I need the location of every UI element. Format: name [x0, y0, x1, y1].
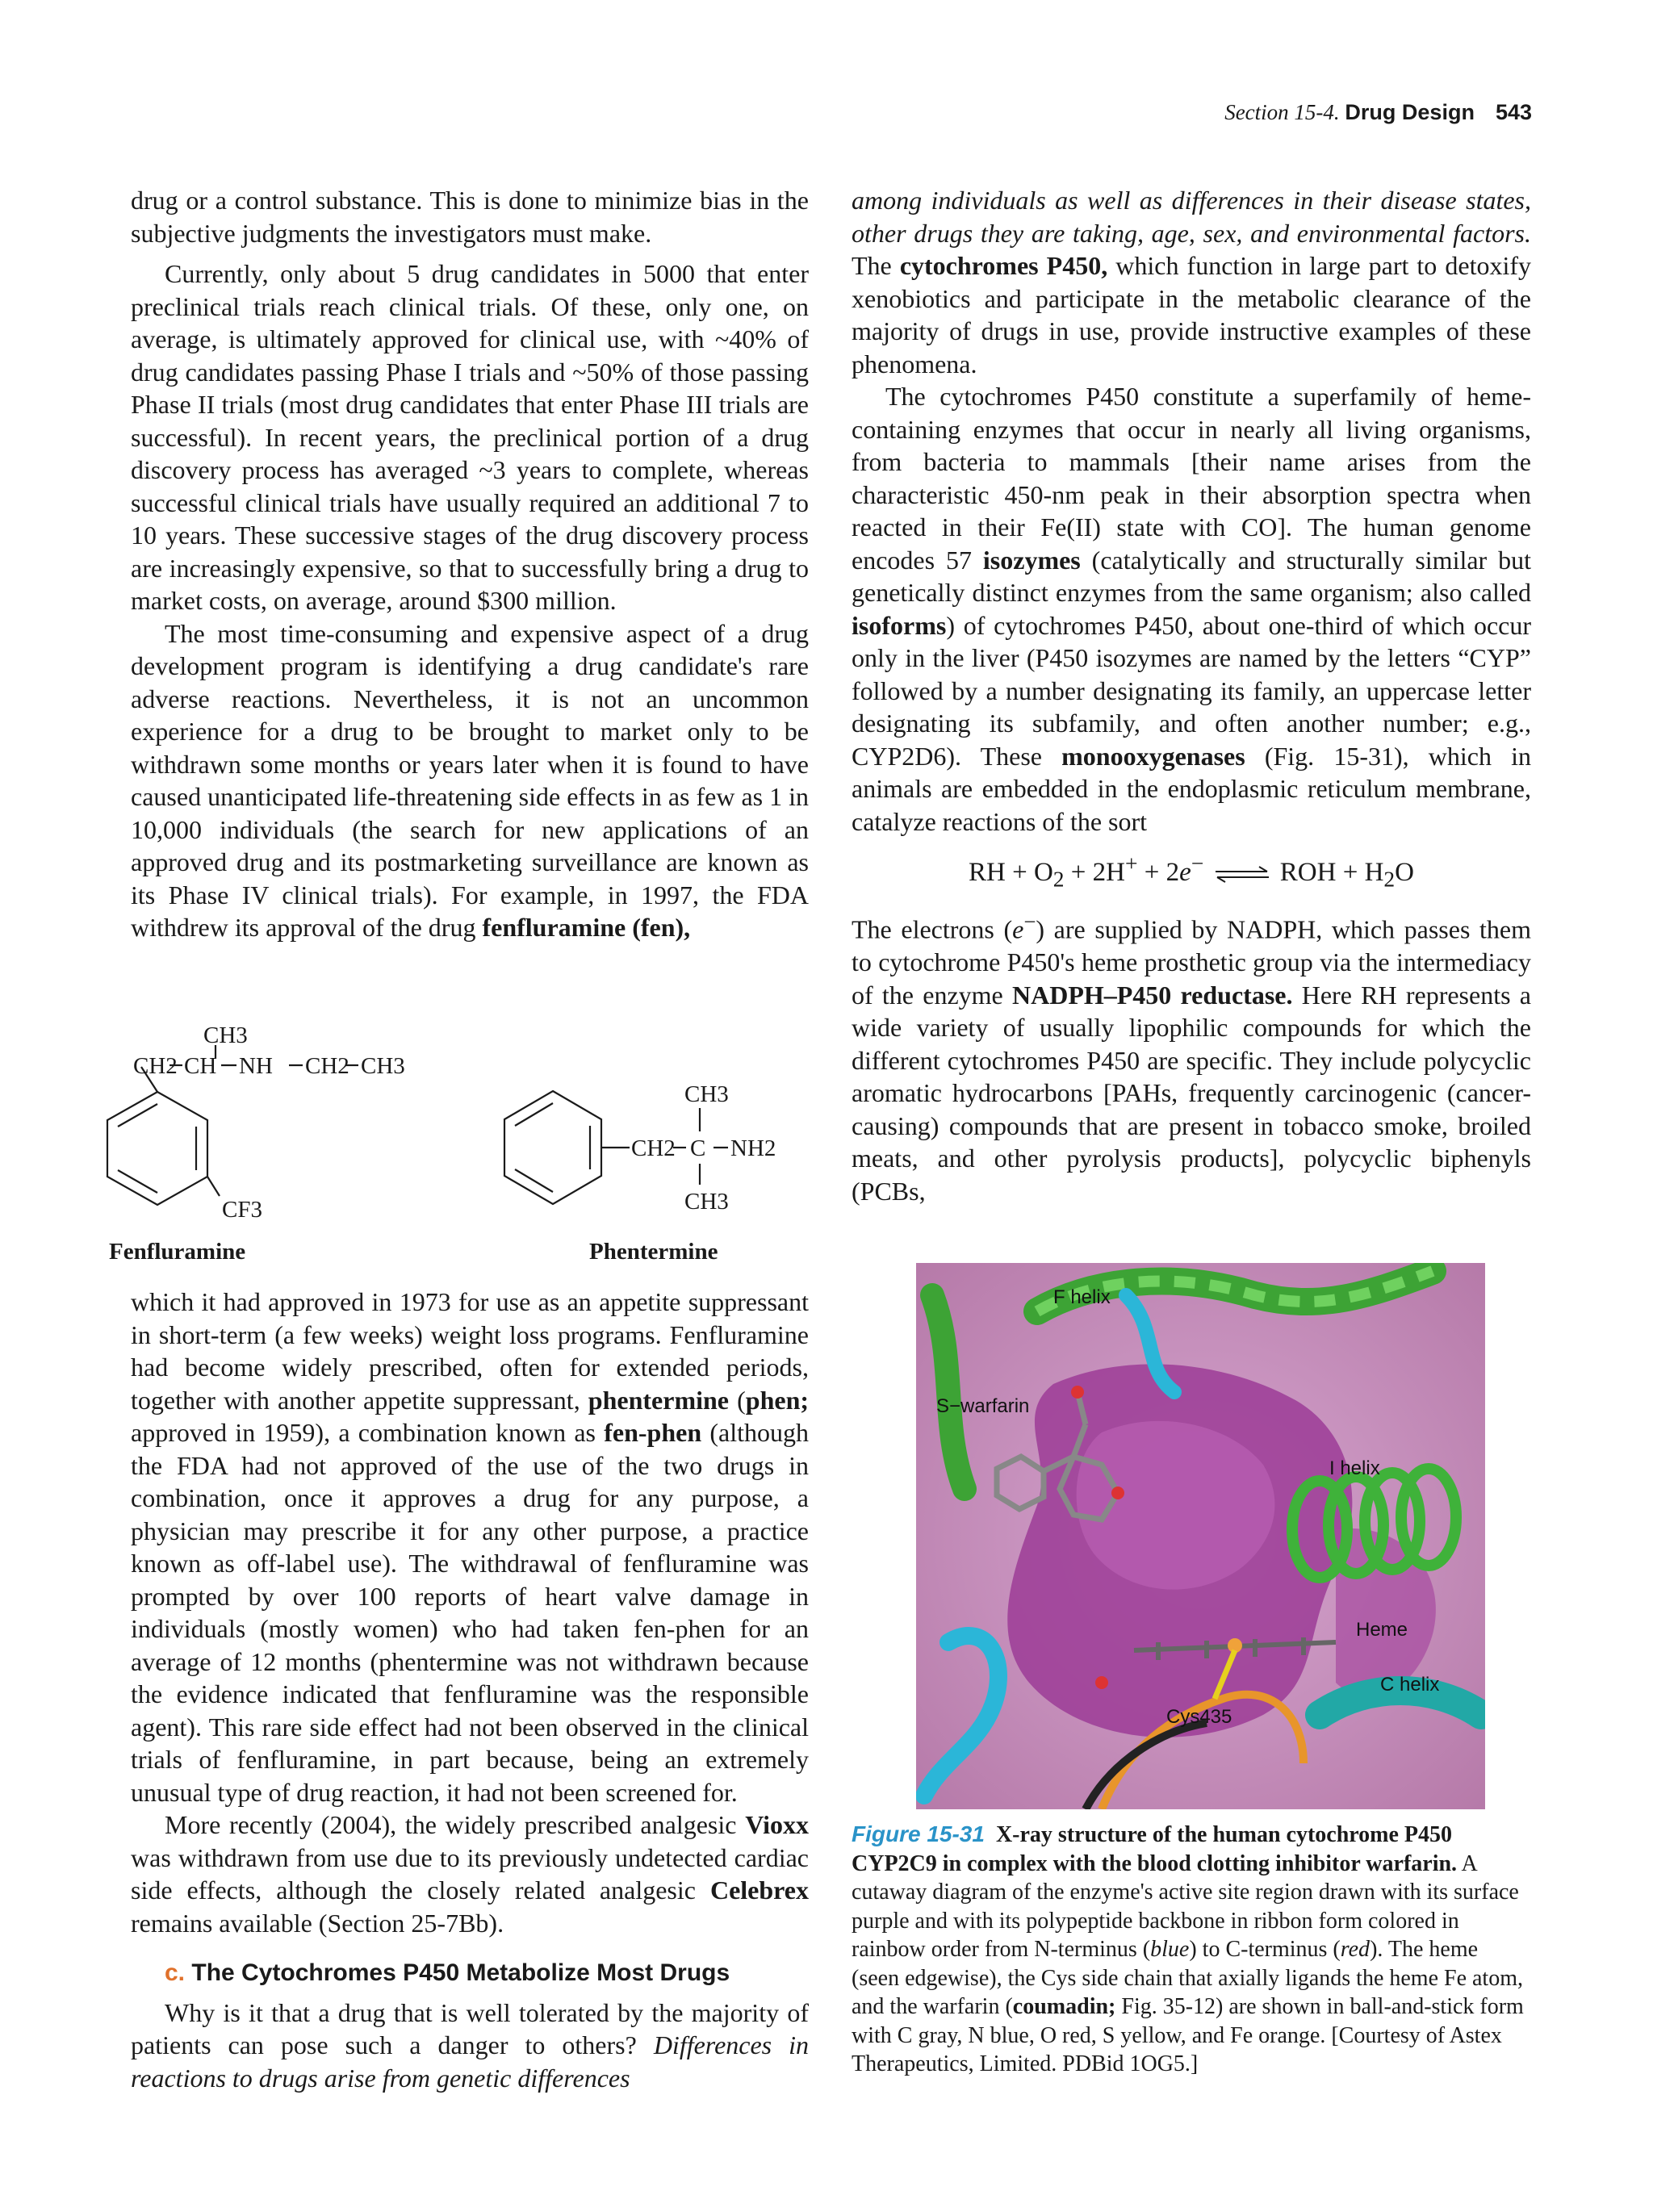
subsection-heading: c. The Cytochromes P450 Metabolize Most Drugs: [165, 1959, 730, 1986]
fen-ch3-label: CH3: [203, 1025, 248, 1048]
cyp2c9-structure-figure: [916, 1263, 1485, 1809]
paragraph: The electrons (e−) are supplied by NADPH, which passes them to cytochrome P450's heme prosthetic group via the intermediacy of the enzyme NADPH–P450 reductase. Here RH represents a wide variety of usually lipophilic compounds for which the different cytochromes P450 are specific. They include polycyclic aromatic hydrocarbons [PAHs, frequently carcinogenic (cancer-causing) compounds that are present in tobacco smoke, broiled meats, and other pyrolysis products], polycyclic biphenyls (PCBs,: [852, 909, 1532, 1206]
fen-cf3-label: CF3: [222, 1197, 262, 1223]
paragraph: which it had approved in 1973 for use as an appetite suppressant in short-term (a few weeks) weight loss programs. Fenfluramine had become widely prescribed, often for extended periods, together with another appetite suppressant, phentermine (phen; approved in 1959), a combination known as fen-phen (although the FDA had not approved of the use of the two drugs in combination, once it approves a drug for any purpose, a physician may prescribe it for any other purpose, a practice known as off-label use). The withdrawal of fenfluramine was prompted by over 100 reports of heart valve damage in individuals (mostly women) who had taken fen-phen for an average of 12 months (phentermine was not withdrawn because the evidence indicated that fenfluramine was the responsible agent). This rare side effect had not been observed in the clinical trials of fenfluramine, in part because, being an extremely unusual type of drug reaction, it had not been screened for.: [131, 1287, 810, 1807]
left-column-bottom: [131, 1286, 809, 2094]
phen-ch3-top: CH3: [684, 1081, 729, 1107]
page-number: 543: [1495, 100, 1532, 124]
phen-c: C: [690, 1135, 706, 1161]
running-header: [1224, 100, 1532, 125]
paragraph: drug or a control substance. This is done to minimize bias in the subjective judgments the investigators must make.: [131, 186, 809, 248]
phen-ch3-bottom: CH3: [684, 1189, 729, 1215]
s-warfarin-label: S−warfarin: [936, 1395, 1030, 1417]
fen-chain-ch2: CH2: [133, 1053, 178, 1079]
right-column-top: [852, 184, 1531, 1207]
phentermine-label: Phentermine: [589, 1239, 718, 1265]
fen-chain-ch: CH: [184, 1053, 217, 1079]
reaction-equation: RH + $O_2 + 2H^+ + 2e^-$ ROH + $H_2O$: [968, 851, 1415, 892]
paragraph: among individuals as well as differences in their disease states, other drugs they are taking, age, sex, and environmental factors. The cytochromes P450, which function in large part to detoxify xenobiotics and participate in the metabolic clearance of the majority of drugs in use, provide instructive examples of these phenomena.: [852, 186, 1532, 378]
section-label: Section 15-4. Drug Design: [1224, 100, 1475, 124]
f-helix-label: F helix: [1053, 1286, 1111, 1308]
paragraph: More recently (2004), the widely prescribed analgesic Vioxx was withdrawn from use due to its previously undetected cardiac side effects, although the closely related analgesic Celebrex remains available (Section 25-7Bb).: [131, 1810, 809, 1938]
paragraph: Why is it that a drug that is well tolerated by the majority of patients can pose such a danger to others? Differences in reactions to drugs arise from genetic differences: [131, 1997, 810, 2093]
fenfluramine-label: Fenfluramine: [109, 1239, 246, 1265]
figure-caption: Figure 15-31 X-ray structure of the human cytochrome P450 CYP2C9 in complex with the blood clotting inhibitor warfarin. A cutaway diagram of the enzyme's active site region drawn with its surface purple and with its polypeptide backbone in ribbon form colored in rainbow order from N-terminus (blue) to C-terminus (red). The heme (seen edgewise), the Cys side chain that axially ligands the heme Fe atom, and the warfarin (coumadin; Fig. 35-12) are shown in ball-and-stick form with C gray, N blue, O red, S yellow, and Fe orange. [Courtesy of Astex Therapeutics, Limited. PDBid 1OG5.]: [852, 1821, 1524, 2076]
figure-label: Figure 15-31: [852, 1821, 985, 1846]
paragraph: Currently, only about 5 drug candidates in 5000 that enter preclinical trials reach clinical trials. Of these, only one, on average, is ultimately approved for clinical use, with ~40% of drug candidates passing Phase I trials and ~50% of those passing Phase II trials (most drug candidates that enter Phase III trials are successful). In recent years, the preclinical portion of a drug discovery process has averaged ~3 years to complete, whereas successful clinical trials have usually required an additional 7 to 10 years. These successive stages of the drug discovery process are increasingly expensive, so that to successfully bring a drug to market costs, on average, around $300 million.: [131, 259, 809, 615]
phen-nh2: NH2: [730, 1135, 776, 1161]
left-column-top: [131, 184, 809, 944]
fen-chain-ch2-b: CH2: [305, 1053, 349, 1079]
fen-chain-ch3: CH3: [361, 1053, 405, 1079]
paragraph: The cytochromes P450 constitute a superfamily of heme-containing enzymes that occur in nearly all living organisms, from bacteria to mammals [their name arises from the characteristic 450-nm peak in their absorption spectra when reacted in their Fe(II) state with CO]. The human genome encodes 57 isozymes (catalytically and structurally similar but genetically distinct enzymes from the same organism; also called isoforms) of cytochromes P450, about one-third of which occur only in the liver (P450 isozymes are named by the letters “CYP” followed by a number designating its family, an uppercase letter designating its subfamily, and often another number; e.g., CYP2D6). These monooxygenases (Fig. 15-31), which in animals are embedded in the endoplasmic reticulum membrane, catalyze reactions of the sort: [852, 382, 1532, 836]
chemical-structures: [89, 1025, 815, 1271]
phen-ch2: CH2: [631, 1135, 676, 1161]
fen-chain-nh: NH: [239, 1053, 273, 1079]
c-helix-label: C helix: [1380, 1674, 1440, 1696]
i-helix-label: I helix: [1329, 1457, 1380, 1479]
equilibrium-arrow-icon: [1214, 865, 1270, 883]
paragraph: The most time-consuming and expensive aspect of a drug development program is identifying a drug candidate's rare adverse reactions. Nevertheless, it is not an uncommon experience for a drug to be brought to market only to be withdrawn some months or years later when it is found to have caused unanticipated life-threatening side effects in as few as 1 in 10,000 individuals (the search for new applications of an approved drug and its postmarketing surveillance are known as its Phase IV clinical trials). For example, in 1997, the FDA withdrew its approval of the drug fenfluramine (fen),: [131, 618, 809, 942]
heme-label: Heme: [1356, 1619, 1408, 1641]
cys435-label: Cys435: [1166, 1706, 1232, 1728]
